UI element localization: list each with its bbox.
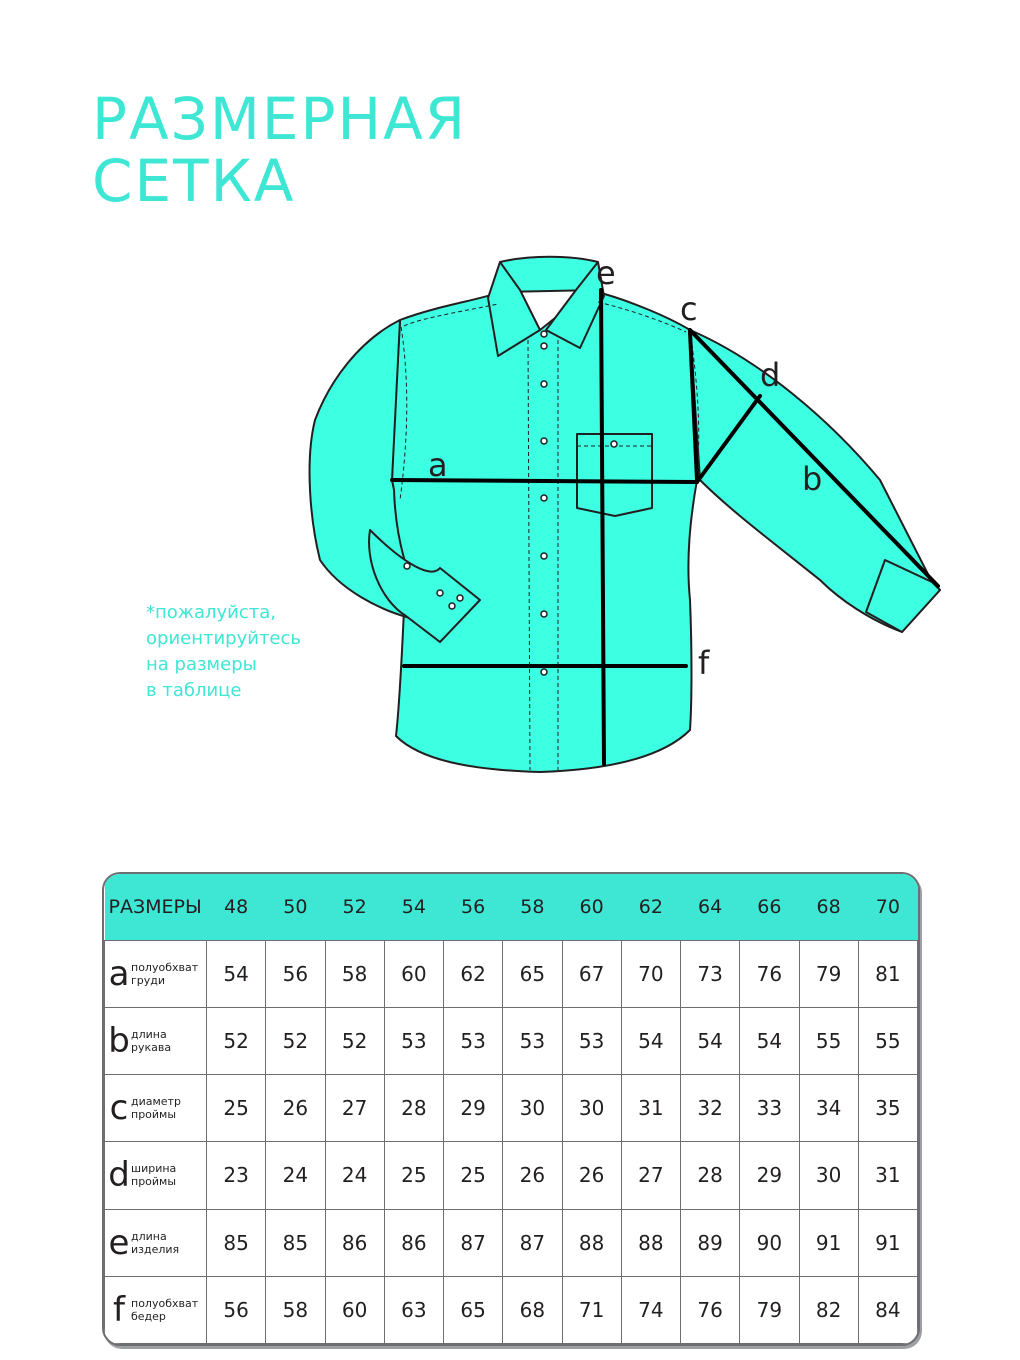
table-cell: 67 (562, 940, 621, 1007)
table-cell: 55 (858, 1007, 917, 1074)
table-cell: 25 (384, 1142, 443, 1209)
table-cell: 74 (621, 1276, 680, 1343)
table-cell: 25 (444, 1142, 503, 1209)
row-letter: a (108, 953, 130, 994)
table-cell: 31 (621, 1075, 680, 1142)
row-description (131, 1095, 181, 1121)
row-desc-line-1: длина (131, 1229, 167, 1243)
label-a: a (428, 446, 448, 484)
table-cell: 70 (621, 940, 680, 1007)
table-cell: 86 (384, 1209, 443, 1276)
row-label (105, 1209, 207, 1276)
table-header-row (105, 874, 918, 940)
table-cell: 79 (799, 940, 858, 1007)
size-header: 50 (266, 874, 325, 940)
table-cell: 53 (503, 1007, 562, 1074)
table-cell: 53 (562, 1007, 621, 1074)
table-cell: 85 (266, 1209, 325, 1276)
size-header: 48 (207, 874, 266, 940)
size-note (146, 600, 301, 704)
note-line-4: в таблице (146, 680, 242, 701)
size-header: 66 (740, 874, 799, 940)
table-cell: 60 (384, 940, 443, 1007)
row-label (105, 940, 207, 1007)
shirt-body (392, 290, 697, 772)
table-cell: 58 (266, 1276, 325, 1343)
table-cell: 28 (681, 1142, 740, 1209)
table-cell: 89 (681, 1209, 740, 1276)
table-cell: 65 (503, 940, 562, 1007)
row-desc-line-2: проймы (131, 1175, 177, 1189)
row-desc-line-2: рукава (131, 1041, 172, 1054)
row-desc-line-1: длина (131, 1028, 167, 1041)
table-cell: 30 (503, 1075, 562, 1142)
size-header: 64 (681, 874, 740, 940)
row-description (131, 1297, 198, 1323)
table-cell: 28 (384, 1075, 443, 1142)
table-cell: 53 (384, 1007, 443, 1074)
row-description (131, 1162, 176, 1188)
table-cell: 27 (325, 1075, 384, 1142)
row-description (131, 1230, 179, 1256)
row-desc-line-1: полуобхват (131, 960, 199, 974)
table-cell: 29 (740, 1142, 799, 1209)
size-table-grid (104, 874, 918, 1344)
row-desc-line-1: диаметр (131, 1095, 181, 1109)
table-row (105, 1276, 918, 1343)
row-letter: b (108, 1021, 130, 1061)
table-cell: 26 (562, 1142, 621, 1209)
table-cell: 52 (325, 1007, 384, 1074)
size-header: 62 (621, 874, 680, 940)
table-cell: 71 (562, 1276, 621, 1343)
table-cell: 58 (325, 940, 384, 1007)
table-cell: 86 (325, 1209, 384, 1276)
row-letter: c (109, 1088, 129, 1129)
table-row (105, 1007, 918, 1074)
table-cell: 56 (207, 1276, 266, 1343)
table-cell: 24 (325, 1142, 384, 1209)
table-cell: 54 (740, 1007, 799, 1074)
row-desc-line-2: груди (131, 973, 166, 987)
table-cell: 87 (444, 1209, 503, 1276)
table-cell: 91 (858, 1209, 917, 1276)
table-row (105, 1075, 918, 1142)
table-cell: 54 (681, 1007, 740, 1074)
table-cell: 88 (621, 1209, 680, 1276)
label-f: f (698, 644, 710, 682)
table-cell: 68 (503, 1276, 562, 1343)
table-cell: 90 (740, 1209, 799, 1276)
row-letter: e (108, 1222, 130, 1263)
table-cell: 23 (207, 1142, 266, 1209)
table-cell: 24 (266, 1142, 325, 1209)
shirt-illustration (310, 257, 940, 772)
row-description (131, 1028, 171, 1054)
row-description (131, 961, 198, 987)
row-label (105, 1075, 207, 1142)
table-cell: 26 (503, 1142, 562, 1209)
table-cell: 82 (799, 1276, 858, 1343)
table-cell: 81 (858, 940, 917, 1007)
table-cell: 33 (740, 1075, 799, 1142)
size-header: 58 (503, 874, 562, 940)
table-cell: 87 (503, 1209, 562, 1276)
table-cell: 85 (207, 1209, 266, 1276)
table-cell: 76 (740, 940, 799, 1007)
label-d: d (760, 356, 781, 394)
table-cell: 27 (621, 1142, 680, 1209)
table-cell: 73 (681, 940, 740, 1007)
table-cell: 53 (444, 1007, 503, 1074)
table-body (105, 940, 918, 1343)
table-cell: 25 (207, 1075, 266, 1142)
table-cell: 56 (266, 940, 325, 1007)
row-desc-line-1: ширина (131, 1162, 177, 1176)
table-row (105, 1209, 918, 1276)
row-desc-line-2: бедер (131, 1309, 166, 1323)
table-cell: 52 (266, 1007, 325, 1074)
size-table (102, 872, 920, 1346)
size-header: 60 (562, 874, 621, 940)
table-cell: 54 (621, 1007, 680, 1074)
size-header: 54 (384, 874, 443, 940)
table-cell: 52 (207, 1007, 266, 1074)
row-desc-line-2: изделия (131, 1242, 180, 1256)
table-cell: 88 (562, 1209, 621, 1276)
size-header: 56 (444, 874, 503, 940)
table-cell: 63 (384, 1276, 443, 1343)
row-label (105, 1276, 207, 1343)
row-label (105, 1007, 207, 1074)
header-label: РАЗМЕРЫ (105, 874, 207, 940)
table-cell: 30 (562, 1075, 621, 1142)
title-line-1: РАЗМЕРНАЯ (92, 85, 468, 153)
size-header: 70 (858, 874, 917, 940)
note-line-1: *пожалуйста, (146, 602, 277, 623)
table-cell: 60 (325, 1276, 384, 1343)
size-header: 52 (325, 874, 384, 940)
table-cell: 55 (799, 1007, 858, 1074)
label-c: c (680, 290, 698, 328)
table-cell: 54 (207, 940, 266, 1007)
note-line-2: ориентируйтесь (146, 628, 302, 649)
table-cell: 32 (681, 1075, 740, 1142)
table-cell: 91 (799, 1209, 858, 1276)
row-letter: d (108, 1155, 130, 1196)
label-e: e (596, 254, 616, 292)
table-cell: 62 (444, 940, 503, 1007)
table-row (105, 1142, 918, 1209)
table-cell: 26 (266, 1075, 325, 1142)
table-cell: 29 (444, 1075, 503, 1142)
table-cell: 84 (858, 1276, 917, 1343)
size-header: 68 (799, 874, 858, 940)
table-cell: 30 (799, 1142, 858, 1209)
table-cell: 31 (858, 1142, 917, 1209)
table-cell: 65 (444, 1276, 503, 1343)
shirt-diagram (290, 250, 970, 790)
title-line-2: СЕТКА (92, 147, 296, 215)
page-title (92, 85, 468, 215)
table-cell: 76 (681, 1276, 740, 1343)
label-b: b (802, 460, 823, 498)
table-cell: 35 (858, 1075, 917, 1142)
row-desc-line-1: полуобхват (131, 1296, 199, 1310)
row-label (105, 1142, 207, 1209)
note-line-3: на размеры (146, 654, 257, 675)
table-cell: 34 (799, 1075, 858, 1142)
row-letter: f (113, 1289, 125, 1330)
row-desc-line-2: проймы (131, 1108, 177, 1122)
table-row (105, 940, 918, 1007)
table-cell: 79 (740, 1276, 799, 1343)
